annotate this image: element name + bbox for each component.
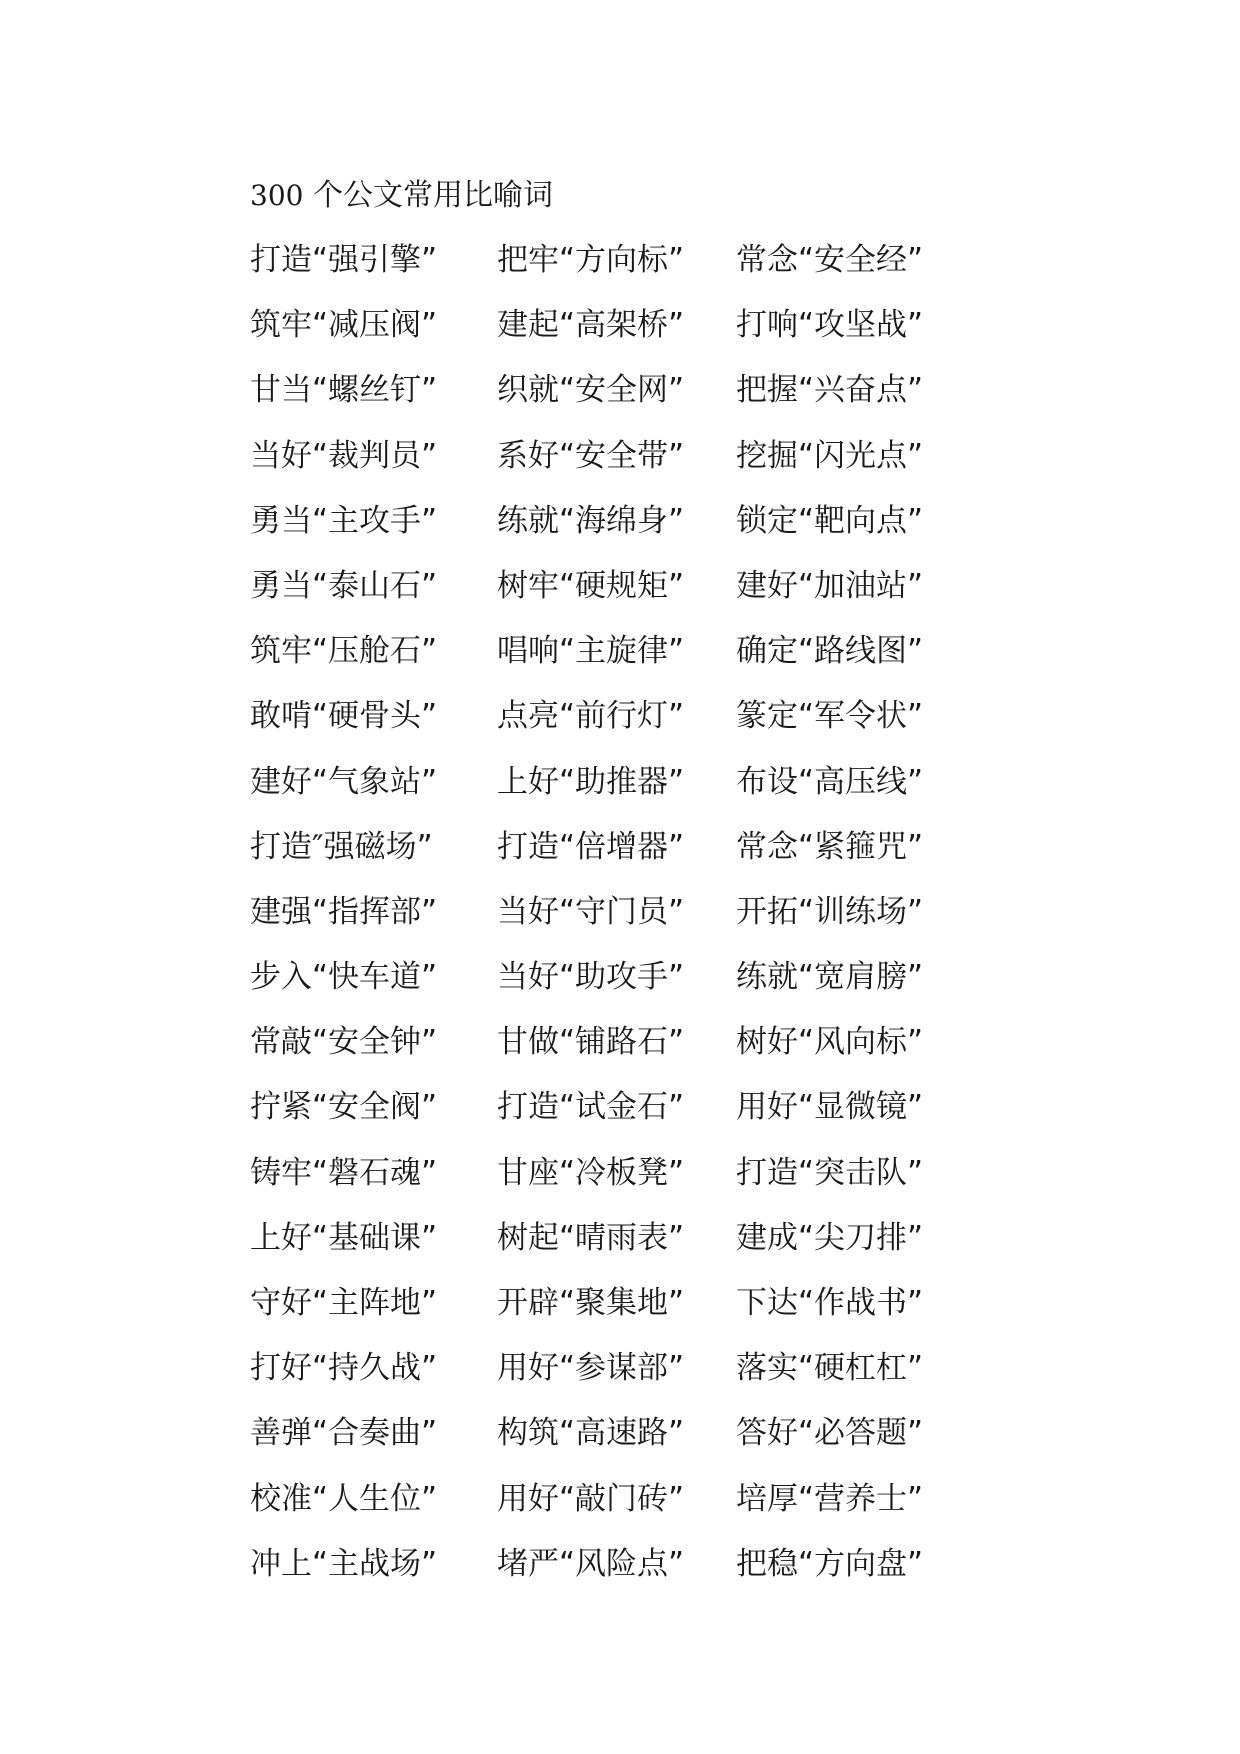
phrase: 树好“风向标” <box>736 1024 924 1061</box>
phrase: 锁定“靶向点” <box>736 502 924 539</box>
phrase: 答好“必答题” <box>736 1415 924 1452</box>
phrase-row <box>250 760 1150 825</box>
phrase: 打好“持久战” <box>250 1350 438 1387</box>
phrase: 建成“尖刀排” <box>736 1219 924 1256</box>
phrase: 用好“敲门砖” <box>497 1480 685 1517</box>
phrase: 确定“路线图” <box>736 633 924 670</box>
phrase: 唱响“主旋律” <box>497 633 685 670</box>
phrase: 下达“作战书” <box>736 1285 924 1321</box>
phrase: 篆定“军令状” <box>736 698 924 735</box>
phrase: 勇当“主攻手” <box>250 502 438 539</box>
phrase: 筑牢“压舱石” <box>250 633 438 670</box>
phrase: 用好“参谋部” <box>497 1350 685 1387</box>
phrase-row <box>250 1542 1150 1607</box>
phrase: 树起“晴雨表” <box>497 1219 685 1256</box>
phrase: 把牢“方向标” <box>497 242 685 278</box>
phrase: 常念“安全经” <box>736 242 924 278</box>
phrase-row <box>250 629 1150 694</box>
phrase: 当好“守门员” <box>497 893 685 930</box>
phrase: 常念“紧箍咒” <box>736 828 924 865</box>
phrase: 把握“兴奋点” <box>736 372 924 409</box>
phrase-row <box>250 1151 1150 1216</box>
phrase-row <box>250 1281 1150 1346</box>
phrase: 开拓“训练场” <box>736 893 924 930</box>
phrase: 步入“快车道” <box>250 959 438 996</box>
phrase: 点亮“前行灯” <box>497 698 685 735</box>
phrase: 建好“加油站” <box>736 567 924 604</box>
phrase: 当好“助攻手” <box>497 959 685 996</box>
phrase-row <box>250 368 1150 433</box>
phrase: 建起“高架桥” <box>497 307 685 344</box>
phrase-row <box>250 825 1150 890</box>
phrase: 冲上“主战场” <box>250 1545 438 1582</box>
phrase-row <box>250 499 1150 564</box>
phrase: 构筑“高速路” <box>497 1415 685 1452</box>
phrase: 打造“试金石” <box>497 1089 685 1126</box>
phrase: 当好“裁判员” <box>250 437 438 474</box>
phrase-row <box>250 434 1150 499</box>
phrase: 落实“硬杠杠” <box>736 1350 924 1387</box>
phrase: 甘做“铺路石” <box>497 1024 685 1061</box>
phrase-row <box>250 955 1150 1020</box>
phrase-row <box>250 564 1150 629</box>
phrase-row <box>250 1085 1150 1150</box>
phrase-row <box>250 1477 1150 1542</box>
phrase: 甘当“螺丝钉” <box>250 372 438 409</box>
phrase: 建好“气象站” <box>250 763 438 800</box>
phrase: 铸牢“磐石魂” <box>250 1154 438 1191</box>
title-text: 个公文常用比喻词 <box>313 178 553 213</box>
phrase: 筑牢“减压阀” <box>250 307 438 344</box>
phrase: 打造“倍增器” <box>497 828 685 865</box>
phrase-row <box>250 1411 1150 1476</box>
phrase: 练就“宽肩膀” <box>736 959 924 996</box>
phrase: 打响“攻坚战” <box>736 307 924 344</box>
phrase: 把稳“方向盘” <box>736 1545 924 1582</box>
phrase-row <box>250 238 1150 303</box>
phrase: 培厚“营养士” <box>736 1480 924 1517</box>
phrase: 常敲“安全钟” <box>250 1024 438 1061</box>
phrase: 开辟“聚集地” <box>497 1285 685 1321</box>
phrase: 上好“基础课” <box>250 1219 438 1256</box>
phrase-row <box>250 1346 1150 1411</box>
phrase: 善弹“合奏曲” <box>250 1415 438 1452</box>
phrase-row <box>250 890 1150 955</box>
phrase: 练就“海绵身” <box>497 502 685 539</box>
phrase: 拧紧“安全阀” <box>250 1089 438 1126</box>
phrase: 挖掘“闪光点” <box>736 437 924 474</box>
phrase: 校准“人生位” <box>250 1480 438 1517</box>
phrase: 打造“突击队” <box>736 1154 924 1191</box>
phrase: 堵严“风险点” <box>497 1545 685 1582</box>
phrase: 甘座“冷板凳” <box>497 1154 685 1191</box>
phrase: 勇当“泰山石” <box>250 567 438 604</box>
phrase-row <box>250 303 1150 368</box>
phrase: 织就“安全网” <box>497 372 685 409</box>
phrase: 打造“强引擎” <box>250 242 438 278</box>
phrase: 布设“高压线” <box>736 763 924 800</box>
phrase: 守好“主阵地” <box>250 1285 438 1321</box>
phrase: 建强“指挥部” <box>250 893 438 930</box>
title-number: 300 <box>250 179 304 212</box>
phrase: 用好“显微镜” <box>736 1089 924 1126</box>
phrase: 敢啃“硬骨头” <box>250 698 438 735</box>
phrase: 上好“助推器” <box>497 763 685 800</box>
phrase-row <box>250 694 1150 759</box>
phrase: 系好“安全带” <box>497 437 685 474</box>
phrase-grid <box>250 238 1150 1607</box>
phrase: 打造″强磁场” <box>250 828 433 865</box>
phrase: 树牢“硬规矩” <box>497 567 685 604</box>
phrase-row <box>250 1020 1150 1085</box>
phrase-row <box>250 1216 1150 1281</box>
document-title <box>250 176 553 216</box>
